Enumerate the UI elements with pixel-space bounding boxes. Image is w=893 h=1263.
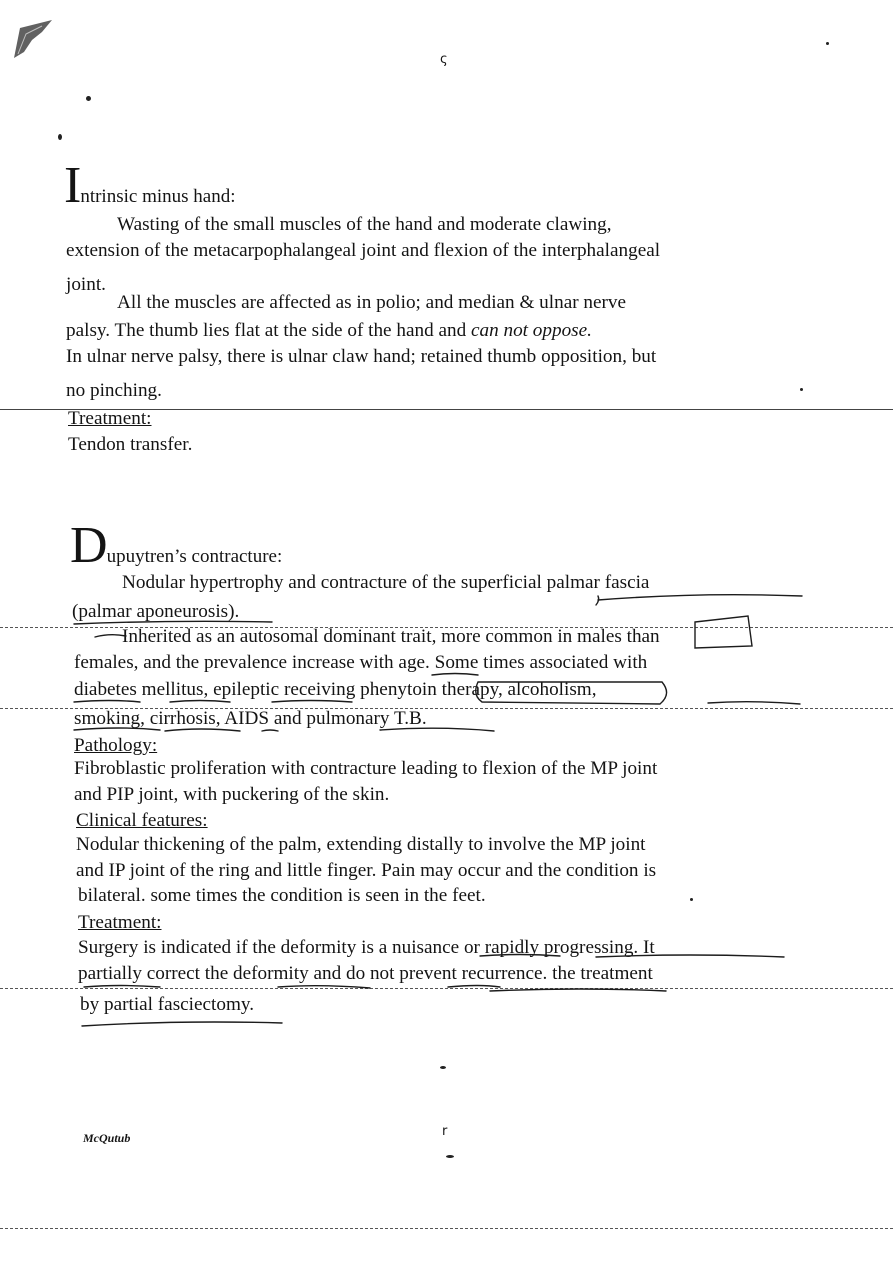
body-line: and PIP joint, with puckering of the skin. xyxy=(74,784,390,805)
body-line: All the muscles are affected as in polio; and median & ulnar nerve xyxy=(117,292,627,313)
author-signature: McQutub xyxy=(83,1131,131,1145)
body-line: diabetes mellitus, epileptic receiving phenytoin therapy, alcoholism, xyxy=(74,679,597,700)
body-line: Tendon transfer. xyxy=(68,434,193,455)
speck xyxy=(800,388,803,391)
body-line: Wasting of the small muscles of the hand and moderate clawing, xyxy=(117,214,612,235)
page-number-mark: ς xyxy=(440,52,448,67)
scan-smudge-corner xyxy=(12,18,56,62)
heading-text: upuytren’s contracture: xyxy=(106,546,283,567)
body-line: smoking, cirrhosis, AIDS and pulmonary T.B. xyxy=(74,708,427,729)
speck xyxy=(690,898,693,901)
speck xyxy=(446,1155,454,1158)
drop-cap: I xyxy=(64,157,81,214)
subheading-clinical-features: Clinical features: xyxy=(76,810,208,831)
emphasis-text: can not oppose. xyxy=(470,320,592,341)
body-line: Fibroblastic proliferation with contracture leading to flexion of the MP joint xyxy=(74,758,658,779)
body-line: Surgery is indicated if the deformity is a nuisance or rapidly progressing. It xyxy=(78,937,655,958)
speck xyxy=(86,96,91,101)
body-line: extension of the metacarpophalangeal joint and flexion of the interphalangeal xyxy=(66,240,661,261)
speck xyxy=(58,134,62,140)
body-line: bilateral. some times the condition is seen in the feet. xyxy=(78,885,486,906)
section-heading xyxy=(70,517,283,574)
scan-rule xyxy=(0,988,893,989)
heading-text: ntrinsic minus hand: xyxy=(80,186,236,207)
body-line: females, and the prevalence increase with age. Some times associated with xyxy=(74,652,648,673)
footer-mark: r xyxy=(442,1124,448,1139)
subheading-treatment: Treatment: xyxy=(78,912,162,933)
scan-rule-bottom xyxy=(0,1228,893,1229)
body-line: joint. xyxy=(66,274,106,295)
body-line: (palmar aponeurosis). xyxy=(72,601,240,622)
body-line: In ulnar nerve palsy, there is ulnar claw hand; retained thumb opposition, but xyxy=(66,346,657,367)
body-line: Nodular hypertrophy and contracture of the superficial palmar fascia xyxy=(122,572,650,593)
subheading-treatment: Treatment: xyxy=(68,408,152,429)
subheading-pathology: Pathology: xyxy=(74,735,158,756)
body-line: Inherited as an autosomal dominant trait, more common in males than xyxy=(122,626,660,647)
drop-cap: D xyxy=(70,517,107,574)
body-line: and IP joint of the ring and little finger. Pain may occur and the condition is xyxy=(76,860,657,881)
body-line: by partial fasciectomy. xyxy=(80,994,255,1015)
speck xyxy=(826,42,829,45)
section-heading xyxy=(64,157,236,214)
body-line: Nodular thickening of the palm, extending distally to involve the MP joint xyxy=(76,834,646,855)
body-line: partially correct the deformity and do not prevent recurrence. the treatment xyxy=(78,963,653,984)
body-line: no pinching. xyxy=(66,380,162,401)
body-line xyxy=(66,320,592,342)
speck xyxy=(440,1066,446,1069)
body-text: palsy. The thumb lies flat at the side of the hand and xyxy=(66,320,467,341)
